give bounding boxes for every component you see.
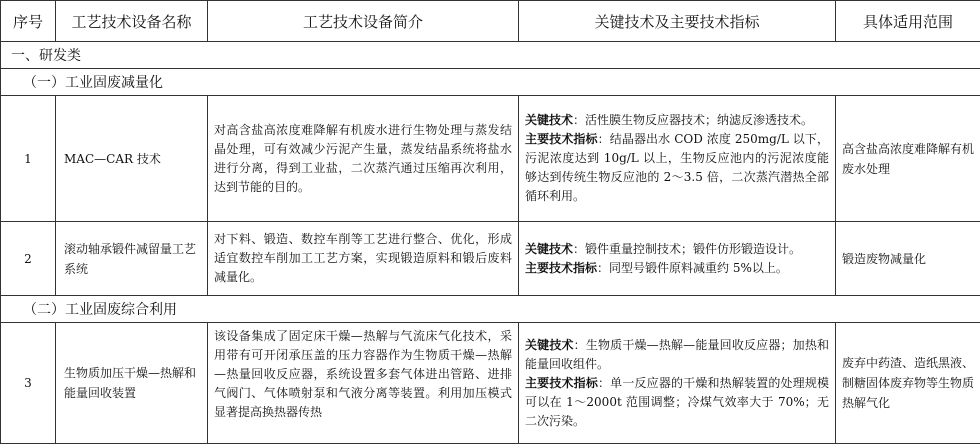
row-intro <box>208 323 519 444</box>
row-scope: 废弃中药渣、造纸黑液、制糖固体废弃物等生物质热解气化 <box>836 323 980 444</box>
subsection-title: （一）工业固废减量化 <box>1 69 980 96</box>
subsection-title: （二）工业固废综合利用 <box>1 296 980 323</box>
main-indicators-label: 主要技术指标 <box>525 132 598 146</box>
subsection-row <box>1 69 980 96</box>
row-name: 滚动轴承锻件减留量工艺系统 <box>56 222 208 296</box>
header-index: 序号 <box>1 1 56 42</box>
main-indicators-label: 主要技术指标 <box>525 375 598 390</box>
section-row <box>1 42 980 69</box>
header-tech: 关键技术及主要技术指标 <box>519 1 836 42</box>
header-intro: 工艺技术设备简介 <box>208 1 519 42</box>
table-row <box>1 222 980 296</box>
table-row <box>1 96 980 222</box>
key-technology-label: 关键技术 <box>525 337 574 352</box>
row-tech <box>519 222 836 296</box>
row-intro: 对高含盐高浓度难降解有机废水进行生物处理与蒸发结晶处理，可有效减少污泥产生量，蒸发结晶系统将盐水进行分离，得到工业盐，二次蒸汽通过压缩再次利用，达到节能的目的。 <box>208 96 519 222</box>
header-scope: 具体适用范围 <box>836 1 980 42</box>
row-scope: 高含盐高浓度难降解有机废水处理 <box>836 96 980 222</box>
main-indicators <box>525 259 829 278</box>
row-intro-text: 该设备集成了固定床干燥—热解与气流床气化技术，采用带有可开闭承压盖的压力容器作为生物质干燥—热解—热量回收反应器，系统设置多套气体进出管路、进排气阀门、气体喷射泵和气液分离等装置。利用加压模式显著提高换热器传热 <box>214 329 512 419</box>
section-title: 一、研发类 <box>1 42 980 69</box>
row-index: 1 <box>1 96 56 222</box>
table-row <box>1 323 980 444</box>
row-intro: 对下料、锻造、数控车削等工艺进行整合、优化，形成适宜数控车削加工工艺方案，实现锻造原料和锻后废料减量化。 <box>208 222 519 296</box>
main-indicators-text: ：结晶器出水 COD 浓度 250mg/L 以下，污泥浓度达到 10g/L 以上，生物反应池内的污泥浓度能够达到传统生物反应池的 2～3.5 倍，二次蒸汽潜热全部循环利用。 <box>525 132 829 203</box>
main-indicators <box>525 374 829 431</box>
row-scope: 锻造废物减量化 <box>836 222 980 296</box>
key-technology <box>525 240 829 259</box>
main-indicators-text: ：单一反应器的干燥和热解装置的处理规模可以在 1～2000t 范围调整；冷煤气效率大于 70%；无二次污染。 <box>525 375 829 428</box>
key-technology-text: ：锻件重量控制技术；锻件仿形锻造设计。 <box>573 241 802 256</box>
main-indicators-text: ：同型号锻件原料减重约 5%以上。 <box>597 260 788 275</box>
row-index: 3 <box>1 323 56 444</box>
key-technology <box>525 336 829 374</box>
header-name: 工艺技术设备名称 <box>56 1 208 42</box>
main-indicators <box>525 130 829 206</box>
row-name: 生物质加压干燥—热解和能量回收装置 <box>56 323 208 444</box>
row-tech <box>519 96 836 222</box>
main-indicators-label: 主要技术指标 <box>525 260 598 275</box>
key-technology-label: 关键技术 <box>525 113 574 127</box>
key-technology-text: ：生物质干燥—热解—能量回收反应器；加热和能量回收组件。 <box>525 337 829 371</box>
key-technology-label: 关键技术 <box>525 241 574 256</box>
key-technology <box>525 111 829 130</box>
row-tech <box>519 323 836 444</box>
row-name: MAC—CAR 技术 <box>56 96 208 222</box>
key-technology-text: ：活性膜生物反应器技术；纳滤反渗透技术。 <box>573 113 814 127</box>
row-index: 2 <box>1 222 56 296</box>
table-header-row <box>1 1 980 42</box>
subsection-row <box>1 296 980 323</box>
